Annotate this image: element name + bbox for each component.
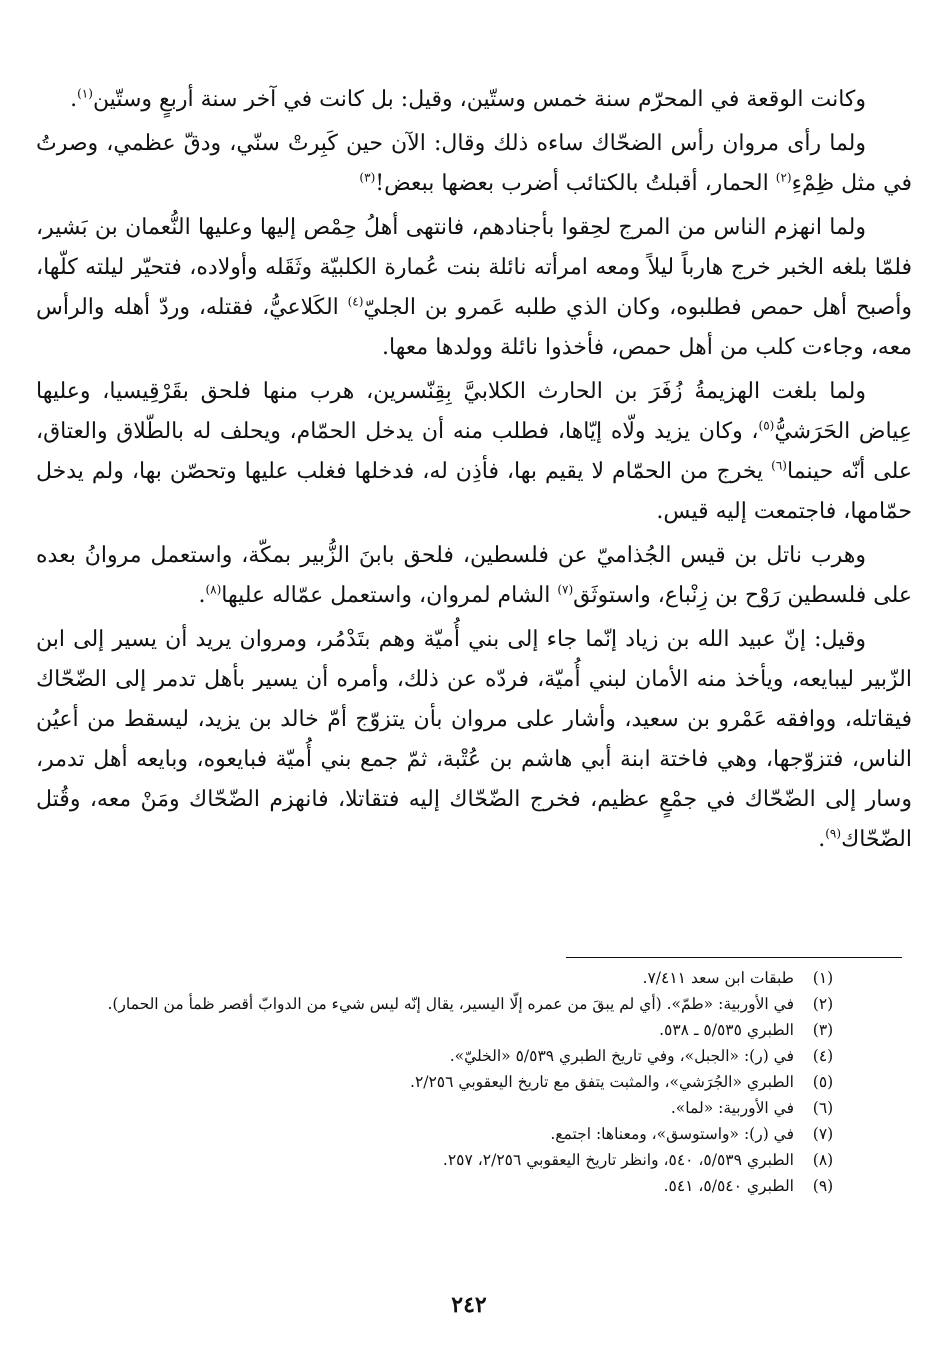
footnote-ref[interactable]: (٩) bbox=[825, 826, 842, 841]
footnote-number: (٦) bbox=[812, 1099, 834, 1117]
footnote-divider bbox=[566, 957, 902, 958]
footnote-ref[interactable]: (٥) bbox=[758, 418, 775, 433]
page-number: ٢٤٢ bbox=[451, 1292, 487, 1318]
paragraph-3: ولما انهزم الناس من المرج لحِقوا بأجنادهم، فانتهى أهلُ حِمْص إليها وعليها النُّعمان بن بَشير، فلمّا بلغه الخبر خرج هارباً ليلاً ومعه امرأته نائلة بنت عُمارة الكلبيّة وثَقَله وأولاده، فتحيّر ليلته كلّها، وأصبح أهل حمص فطلبوه، وكان الذي طلبه عَمرو بن الجليّ$^{(٤)}$ الكَلاعيُّ، فقتله، وردّ أهله والرأس معه، وجاءت كلب من أهل حمص، فأخذوا نائلة وولدها معها. bbox=[36, 215, 912, 360]
footnote-text: الطبري «الجُرَشي»، والمثبت يتفق مع تاريخ اليعقوبي ٢/٢٥٦. bbox=[410, 1073, 794, 1091]
footnote-ref[interactable]: (٨) bbox=[205, 582, 222, 597]
footnote-number: (١) bbox=[812, 969, 834, 987]
footnote-number: (٣) bbox=[812, 1021, 834, 1039]
footnote-number: (٧) bbox=[812, 1125, 834, 1143]
footnote-number: (٨) bbox=[812, 1151, 834, 1169]
footnote-number: (٥) bbox=[812, 1073, 834, 1091]
footnote-ref[interactable]: (١) bbox=[77, 86, 93, 101]
footnote-ref[interactable]: (٤) bbox=[347, 294, 364, 309]
footnote-text: طبقات ابن سعد ٧/٤١١. bbox=[642, 969, 794, 987]
paragraph-5: وهرب ناتل بن قيس الجُذاميّ عن فلسطين، فلحق بابنَ الزُّبير بمكّة، واستعمل مروانُ بعده على فلسطين رَوْح بن زِنْباع، واستوثَق$^{(٧)}$ الشام لمروان، واستعمل عمّاله عليها$^{(٨)}$. bbox=[36, 543, 912, 608]
footnote-ref[interactable]: (٢) bbox=[775, 170, 792, 185]
paragraph-1: وكانت الوقعة في المحرّم سنة خمس وستّين، وقيل: بل كانت في آخر سنة أربعٍ وستّين$^{(١)}$. bbox=[70, 86, 866, 112]
footnote-item bbox=[62, 1044, 840, 1068]
footnote-number: (٩) bbox=[812, 1177, 834, 1195]
footnote-item bbox=[62, 992, 840, 1016]
footnotes-list bbox=[62, 966, 840, 1200]
page-body bbox=[36, 80, 912, 864]
main-text bbox=[36, 80, 912, 860]
footnote-item bbox=[62, 1018, 840, 1042]
footnote-text: في الأوربية: «لما». bbox=[670, 1099, 794, 1117]
footnote-text: الطبري ٥/٥٤٠، ٥٤١. bbox=[663, 1177, 794, 1195]
footnote-ref[interactable]: (٣) bbox=[359, 170, 376, 185]
footnote-number: (٢) bbox=[812, 995, 834, 1013]
footnote-text: في (ر): «الجبل»، وفي تاريخ الطبري ٥/٥٣٩ «الخليّ». bbox=[449, 1047, 794, 1065]
footnote-text: الطبري ٥/٥٣٥ ـ ٥٣٨. bbox=[659, 1021, 794, 1039]
footnote-text: الطبري ٥/٥٣٩، ٥٤٠، وانظر تاريخ اليعقوبي ٢/٢٥٦، ٢٥٧. bbox=[442, 1151, 794, 1169]
footnote-item bbox=[62, 1122, 840, 1146]
footnote-number: (٤) bbox=[812, 1047, 834, 1065]
paragraph-2: ولما رأى مروان رأس الضحّاك ساءه ذلك وقال: الآن حين كَبِرتْ سنّي، ودقّ عظمي، وصرتُ في مثل ظِمْءِ$^{(٢)}$ الحمار، أقبلتُ بالكتائب أضرب بعضها ببعض!$^{(٣)}$ bbox=[36, 131, 912, 196]
footnote-item bbox=[62, 966, 840, 990]
paragraph-6: وقيل: إنّ عبيد الله بن زياد إنّما جاء إلى بني أُميّة وهم بتَدْمُر، ومروان يريد أن يسير إلى ابن الزّبير ليبايعه، ويأخذ منه الأمان لبني أُميّة، فردّه عن ذلك، وأمره أن يسير بأهل تدمر إلى الضّحّاك فيقاتله، ووافقه عَمْرو بن سعيد، وأشار على مروان بأن يتزوّج أمّ خالد بن يزيد، ليسقط من أعيُن الناس، فتزوّجها، وهي فاختة ابنة أبي هاشم بن عُتْبة، ثمّ جمع بني أُميّة فبايعوه، وبايعه أهل تدمر، وسار إلى الضّحّاك في جمْعٍ عظيم، فخرج الضّحّاك إليه فتقاتلا، فانهزم الضّحّاك ومَنْ معه، وقُتل الضّحّاك$^{(٩)}$. bbox=[36, 627, 912, 852]
footnote-item bbox=[62, 1174, 840, 1198]
footnote-item bbox=[62, 1096, 840, 1120]
footnote-item bbox=[62, 1070, 840, 1094]
paragraph-4: ولما بلغت الهزيمةُ زُفَرَ بن الحارث الكلابيَّ بِقِنّسرين، هرب منها فلحق بقَرْقِيسيا، وعليها عِياض الحَرَشيُّ$^{(٥)}$، وكان يزيد ولّاه إيّاها، فطلب منه أن يدخل الحمّام، ويحلف له بالطّلاق والعتاق، على أنّه حينما$^{(٦)}$ يخرج من الحمّام لا يقيم بها، فأذِن له، فدخلها فغلب عليها وتحصّن بها، ولم يدخل حمّامها، فاجتمعت إليه قيس. bbox=[36, 379, 912, 524]
footnote-ref[interactable]: (٦) bbox=[771, 458, 787, 473]
footnote-item bbox=[62, 1148, 840, 1172]
footnote-ref[interactable]: (٧) bbox=[557, 582, 574, 597]
footnote-text: في الأوربية: «طمّ». (أي لم يبقَ من عمره إلّا اليسير، يقال إنّه ليس شيء من الدوابّ أقصر ظمأ من الحمار). bbox=[107, 995, 794, 1013]
footnote-text: في (ر): «واستوسق»، ومعناها: اجتمع. bbox=[550, 1125, 794, 1143]
